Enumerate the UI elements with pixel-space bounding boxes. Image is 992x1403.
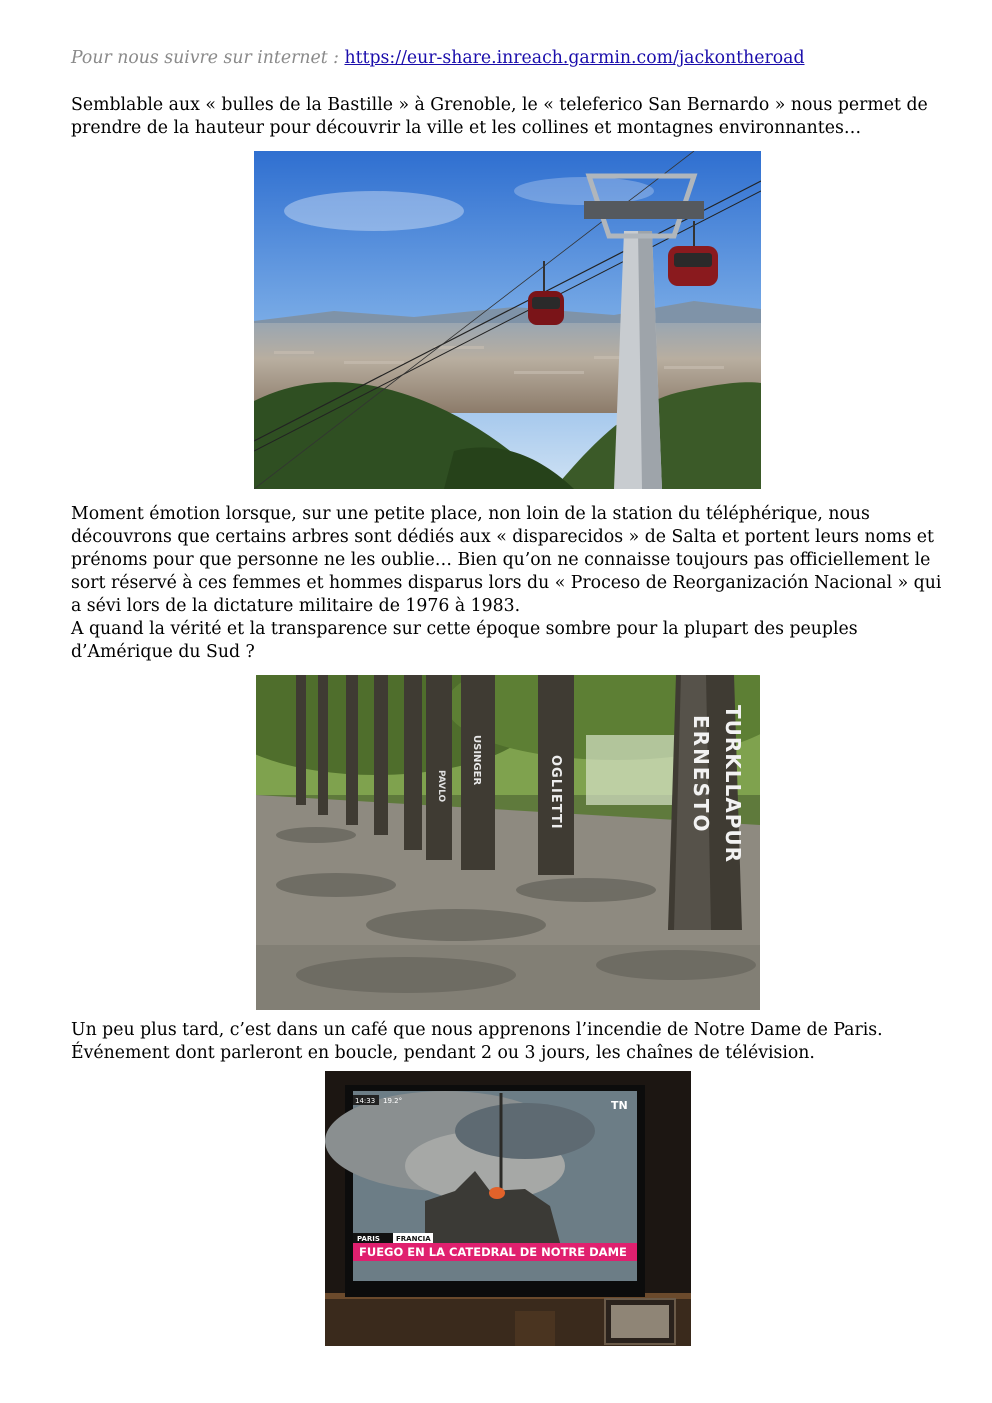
tree-name-ernesto: ERNESTO: [689, 715, 713, 834]
tree-name-pavlo: PAVLO: [436, 770, 446, 803]
tv-channel-logo: TN: [611, 1099, 628, 1112]
paragraph-2-line-6: A quand la vérité et la transparence sur cette époque sombre pour la plupart des peuples: [71, 619, 858, 639]
tracking-link[interactable]: https://eur-share.inreach.garmin.com/jackontheroad: [344, 48, 805, 68]
follow-us-label: Pour nous suivre sur internet :: [71, 48, 345, 68]
cable-car-photo: [254, 151, 761, 489]
paragraph-2-line-4: sort réservé à ces femmes et hommes disparus lors du « Proceso de Reorganización Nacional » qui: [71, 573, 942, 593]
tv-time: 14:33: [355, 1097, 376, 1105]
follow-us-line: [71, 47, 805, 70]
paragraph-2-line-2: découvrons que certains arbres sont dédiés aux « disparecidos » de Salta et portent leurs noms et: [71, 527, 934, 547]
tree-name-usinger: USINGER: [471, 735, 482, 786]
paragraph-1-line-2: prendre de la hauteur pour découvrir la ville et les collines et montagnes environnantes…: [71, 118, 862, 138]
paragraph-1-line-1: Semblable aux « bulles de la Bastille » à Grenoble, le « teleferico San Bernardo » nous permet de: [71, 95, 928, 115]
paragraph-3-line-1: Un peu plus tard, c’est dans un café que nous apprenons l’incendie de Notre Dame de Paris.: [71, 1020, 883, 1040]
paragraph-2-line-1: Moment émotion lorsque, sur une petite place, non loin de la station du téléphérique, nous: [71, 504, 870, 524]
memorial-trees-photo: [256, 675, 760, 1010]
tree-name-turkllapur: TURKLLAPUR: [721, 705, 745, 864]
tv-tag-country: FRANCIA: [396, 1235, 431, 1243]
tv-tag-city: PARIS: [357, 1235, 380, 1243]
tree-name-oglietti: OGLIETTI: [548, 755, 563, 830]
tv-headline: FUEGO EN LA CATEDRAL DE NOTRE DAME: [359, 1245, 627, 1259]
paragraph-2-line-5: a sévi lors de la dictature militaire de 1976 à 1983.: [71, 596, 521, 616]
tv-temp: 19.2°: [383, 1097, 403, 1105]
paragraph-3-line-2: Événement dont parleront en boucle, pendant 2 ou 3 jours, les chaînes de télévision.: [71, 1043, 815, 1063]
paragraph-2-line-7: d’Amérique du Sud ?: [71, 642, 255, 662]
tv-news-photo: [325, 1071, 691, 1346]
paragraph-2-line-3: prénoms pour que personne ne les oublie… Bien qu’on ne connaisse toujours pas officiellement le: [71, 550, 931, 570]
